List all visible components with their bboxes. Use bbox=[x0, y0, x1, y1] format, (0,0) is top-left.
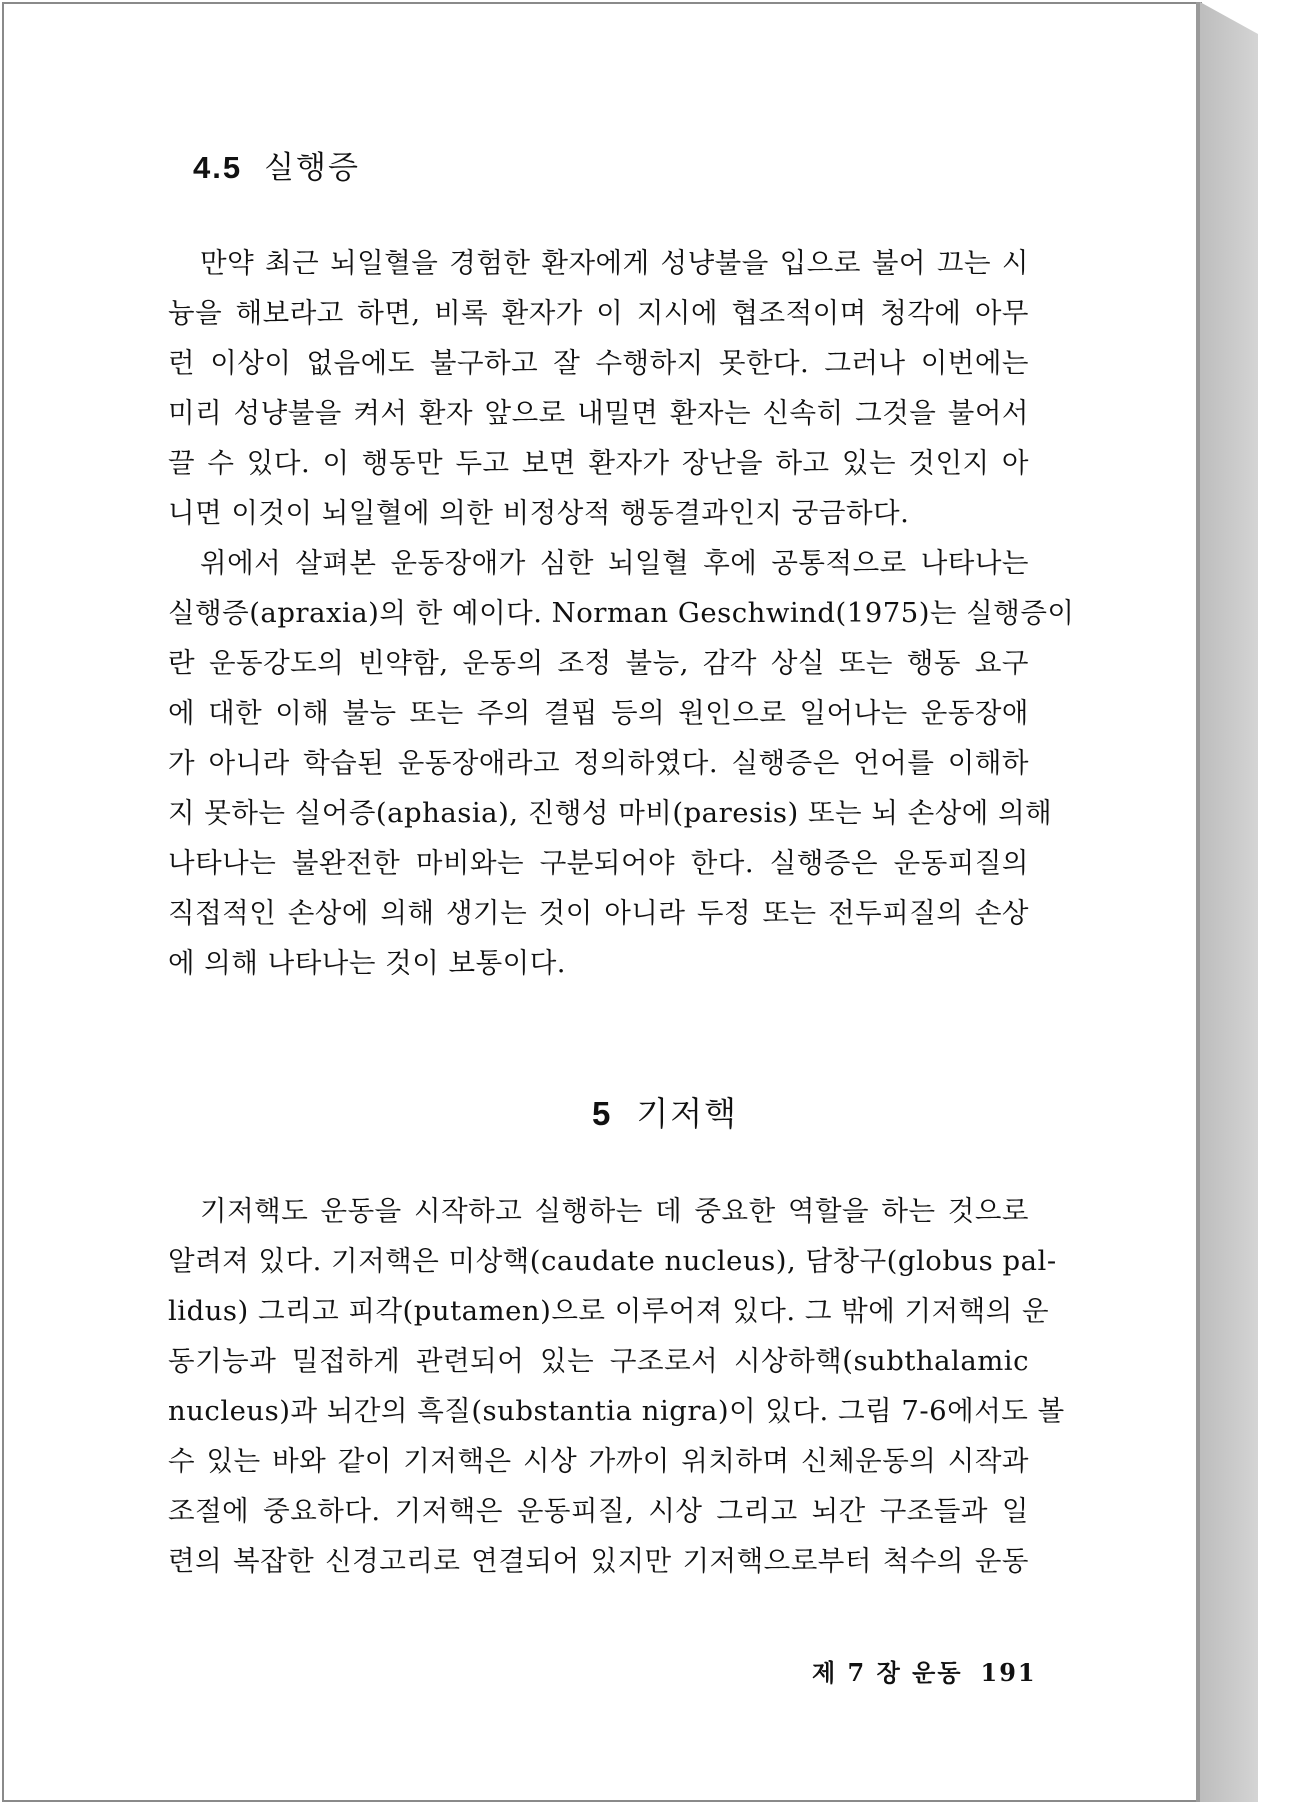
section-heading-5 bbox=[0, 1088, 1200, 1135]
text-line: 끌 수 있다. 이 행동만 두고 보면 환자가 장난을 하고 있는 것인지 아 bbox=[168, 447, 1029, 479]
text-line: 늉을 해보라고 하면, 비록 환자가 이 지시에 협조적이며 청각에 아무 bbox=[168, 297, 1029, 329]
text-line: 나타나는 불완전한 마비와는 구분되어야 한다. 실행증은 운동피질의 bbox=[168, 847, 1029, 879]
book-page-stack-edge bbox=[1200, 2, 1258, 1802]
text-line: 수 있는 바와 같이 기저핵은 시상 가까이 위치하며 신체운동의 시작과 bbox=[168, 1445, 1029, 1477]
section-title: 실행증 bbox=[264, 150, 360, 186]
running-chapter-title: 제 7 장 운동 bbox=[812, 1658, 963, 1687]
text-line: 지 못하는 실어증(aphasia), 진행성 마비(paresis) 또는 뇌 손상에 의해 bbox=[168, 797, 1053, 829]
text-line: 알려져 있다. 기저핵은 미상핵(caudate nucleus), 담창구(globus pal- bbox=[168, 1245, 1057, 1277]
section-number: 5 bbox=[592, 1095, 613, 1132]
text-line: 동기능과 밀접하게 관련되어 있는 구조로서 시상하핵(subthalamic bbox=[168, 1345, 1029, 1377]
page-spine-edge bbox=[1196, 2, 1200, 1802]
text-line: 위에서 살펴본 운동장애가 심한 뇌일혈 후에 공통적으로 나타나는 bbox=[200, 547, 1029, 579]
text-line: 가 아니라 학습된 운동장애라고 정의하였다. 실행증은 언어를 이해하 bbox=[168, 747, 1029, 779]
text-line: 기저핵도 운동을 시작하고 실행하는 데 중요한 역할을 하는 것으로 bbox=[200, 1195, 1029, 1227]
text-line: 니면 이것이 뇌일혈에 의한 비정상적 행동결과인지 궁금하다. bbox=[168, 497, 910, 529]
text-line: nucleus)과 뇌간의 흑질(substantia nigra)이 있다. 그림 7-6에서도 볼 bbox=[168, 1395, 1065, 1427]
page-footer bbox=[812, 1653, 1037, 1688]
section-title: 기저핵 bbox=[636, 1094, 738, 1133]
page-number: 191 bbox=[980, 1658, 1037, 1687]
text-line: 에 대한 이해 불능 또는 주의 결핍 등의 원인으로 일어나는 운동장애 bbox=[168, 697, 1029, 729]
text-line: 직접적인 손상에 의해 생기는 것이 아니라 두정 또는 전두피질의 손상 bbox=[168, 897, 1029, 929]
text-line: lidus) 그리고 피각(putamen)으로 이루어져 있다. 그 밖에 기저핵의 운 bbox=[168, 1295, 1050, 1327]
text-line: 련의 복잡한 신경고리로 연결되어 있지만 기저핵으로부터 척수의 운동 bbox=[168, 1545, 1029, 1577]
text-line: 미리 성냥불을 켜서 환자 앞으로 내밀면 환자는 신속히 그것을 불어서 bbox=[168, 397, 1029, 429]
text-line: 실행증(apraxia)의 한 예이다. Norman Geschwind(1975)는 실행증이 bbox=[168, 597, 1075, 629]
text-line: 란 운동강도의 빈약함, 운동의 조정 불능, 감각 상실 또는 행동 요구 bbox=[168, 647, 1029, 679]
text-line: 에 의해 나타나는 것이 보통이다. bbox=[168, 947, 567, 979]
text-line: 조절에 중요하다. 기저핵은 운동피질, 시상 그리고 뇌간 구조들과 일 bbox=[168, 1495, 1029, 1527]
text-line: 만약 최근 뇌일혈을 경험한 환자에게 성냥불을 입으로 불어 끄는 시 bbox=[200, 247, 1029, 279]
text-line: 런 이상이 없음에도 불구하고 잘 수행하지 못한다. 그러나 이번에는 bbox=[168, 347, 1029, 379]
section-number: 4.5 bbox=[193, 150, 243, 185]
section-heading-4-5 bbox=[193, 142, 360, 187]
